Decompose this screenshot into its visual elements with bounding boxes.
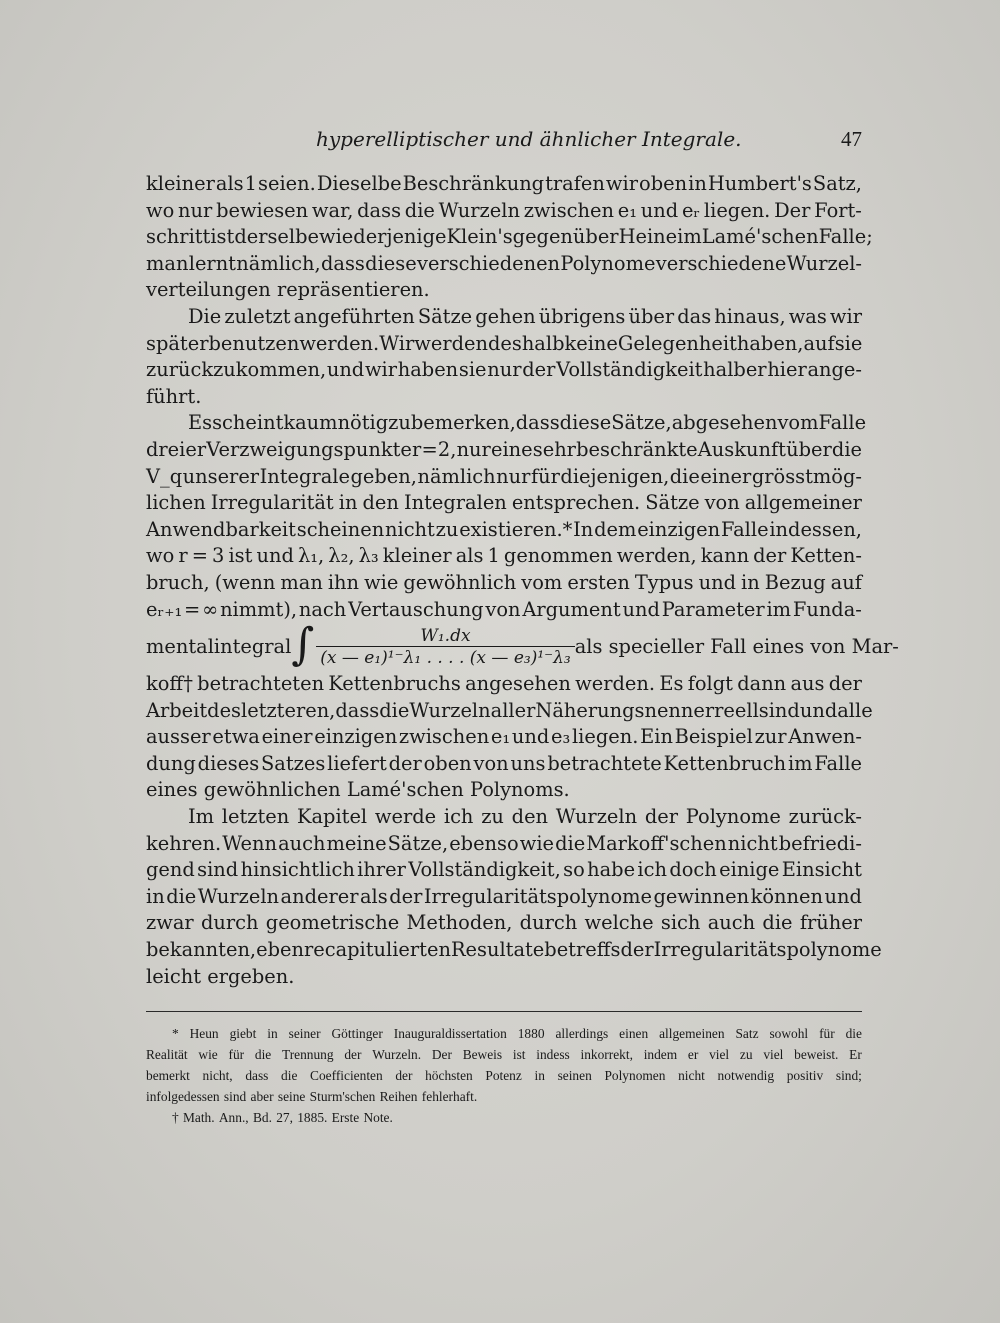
footnote-rule xyxy=(146,1011,862,1012)
text-line: man lernt nämlich, dass diese verschiedenen Polynome verschiedene Wurzel- xyxy=(146,251,862,275)
text-line: eines gewöhnlichen Lamé'schen Polynoms. xyxy=(146,778,570,802)
integral-sign: ∫ xyxy=(291,619,315,671)
fraction-numerator: W₁.dx xyxy=(420,626,471,647)
paragraph-4 xyxy=(146,804,882,990)
paragraph-2 xyxy=(146,304,862,410)
text-line: Im letzten Kapitel werde ich zu den Wurzeln der Polynome zurück- xyxy=(188,805,862,829)
text-line: wo r = 3 ist und λ₁, λ₂, λ₃ kleiner als 1 genommen werden, kann der Ketten- xyxy=(146,544,862,568)
text-line: kleiner als 1 seien. Dieselbe Beschränkung trafen wir oben in Humbert's Satz, xyxy=(146,172,862,195)
text-line: gend sind hinsichtlich ihrer Vollständigkeit, so habe ich doch einige Einsicht xyxy=(146,858,862,882)
text-line: Anwendbarkeit scheinen nicht zu existieren.* In dem einzigen Falle indessen, xyxy=(146,517,862,541)
text-line: zwar durch geometrische Methoden, durch welche sich auch die früher xyxy=(146,911,862,935)
text-line: dung dieses Satzes liefert der oben von uns betrachtete Kettenbruch im Falle xyxy=(146,751,862,775)
text-line: ausser etwa einer einzigen zwischen e₁ und e₃ liegen. Ein Beispiel zur Anwen- xyxy=(146,725,862,749)
page-number: 47 xyxy=(841,127,862,151)
text-line: Es scheint kaum nötig zu bemerken, dass diese Sätze, abgesehen vom Falle xyxy=(188,411,867,435)
footnote-dagger: † Math. Ann., Bd. 27, 1885. Erste Note. xyxy=(172,1110,393,1125)
footnote-line: infolgedessen sind aber seine Sturm'schen Reihen fehlerhaft. xyxy=(146,1089,478,1104)
paragraph-3 xyxy=(146,410,899,804)
formula-suffix: als specieller Fall eines von Mar- xyxy=(574,634,899,658)
fraction-denominator: (x — e₁)¹⁻λ₁ . . . . (x — e₃)¹⁻λ₃ xyxy=(316,646,574,668)
text-line: Arbeit des letzteren, dass die Wurzeln aller Näherungsnenner reell sind und alle xyxy=(146,698,873,722)
text-line: leicht ergeben. xyxy=(146,964,295,988)
text-line: lichen Irregularität in den Integralen entsprechen. Sätze von allgemeiner xyxy=(146,491,862,515)
text-line: Die zuletzt angeführten Sätze gehen übrigens über das hinaus, was wir xyxy=(188,304,862,328)
text-line: wo nur bewiesen war, dass die Wurzeln zwischen e₁ und eᵣ liegen. Der Fort- xyxy=(146,198,862,222)
text-line: bekannten, eben recapitulierten Resultate betreffs der Irregularitätspolynome xyxy=(146,938,882,962)
text-line: zurückzukommen, und wir haben sie nur der Vollständigkeit halber hier ange- xyxy=(146,358,862,382)
body-text xyxy=(146,171,899,990)
footnote-line: Realität wie für die Trennung der Wurzeln. Der Beweis ist indess inkorrekt, indem er viel zu viel beweist. Er xyxy=(146,1047,862,1062)
formula-left xyxy=(146,619,575,671)
running-header xyxy=(146,127,862,155)
text-line: in die Wurzeln anderer als der Irregularitätspolynome gewinnen können und xyxy=(146,884,862,908)
text-line: führt. xyxy=(146,384,202,408)
fraction xyxy=(316,626,574,668)
paragraph-1 xyxy=(146,171,873,304)
text-line: kehren. Wenn auch meine Sätze, ebenso wie die Markoff'schen nicht befriedi- xyxy=(146,831,862,855)
text-line: dreier Verzweigungspunkte r = 2, nur eine sehr beschränkte Auskunft über die xyxy=(146,437,862,461)
formula-prefix: mentalintegral xyxy=(146,634,292,658)
text-line: koff† betrachteten Kettenbruchs angesehen werden. Es folgt dann aus der xyxy=(146,672,862,696)
running-title: hyperelliptischer und ähnlicher Integrale. xyxy=(316,127,742,151)
footnotes xyxy=(146,1023,862,1128)
text-line: bruch, (wenn man ihn wie gewöhnlich vom ersten Typus und in Bezug auf xyxy=(146,570,862,594)
formula-line xyxy=(146,619,899,671)
text-line: später benutzen werden. Wir werden deshalb keine Gelegenheit haben, auf sie xyxy=(146,331,863,355)
text-line: eᵣ₊₁ = ∞ nimmt), nach Vertauschung von Argument und Parameter im Funda- xyxy=(146,597,862,621)
text-line: V_q unserer Integrale geben, nämlich nur für diejenigen, die einer grösstmög- xyxy=(146,464,862,488)
text-line: verteilungen repräsentieren. xyxy=(146,278,430,302)
footnote-line: * Heun giebt in seiner Göttinger Inauguraldissertation 1880 allerdings einen allgemeinen Satz sowohl für die xyxy=(172,1026,862,1041)
footnote-line: bemerkt nicht, dass die Coefficienten der höchsten Potenz in seinen Polynomen nicht notwendig positiv sind; xyxy=(146,1068,862,1083)
text-line: schritt ist derselbe wie derjenige Klein's gegenüber Heine im Lamé'schen Falle; xyxy=(146,225,873,249)
